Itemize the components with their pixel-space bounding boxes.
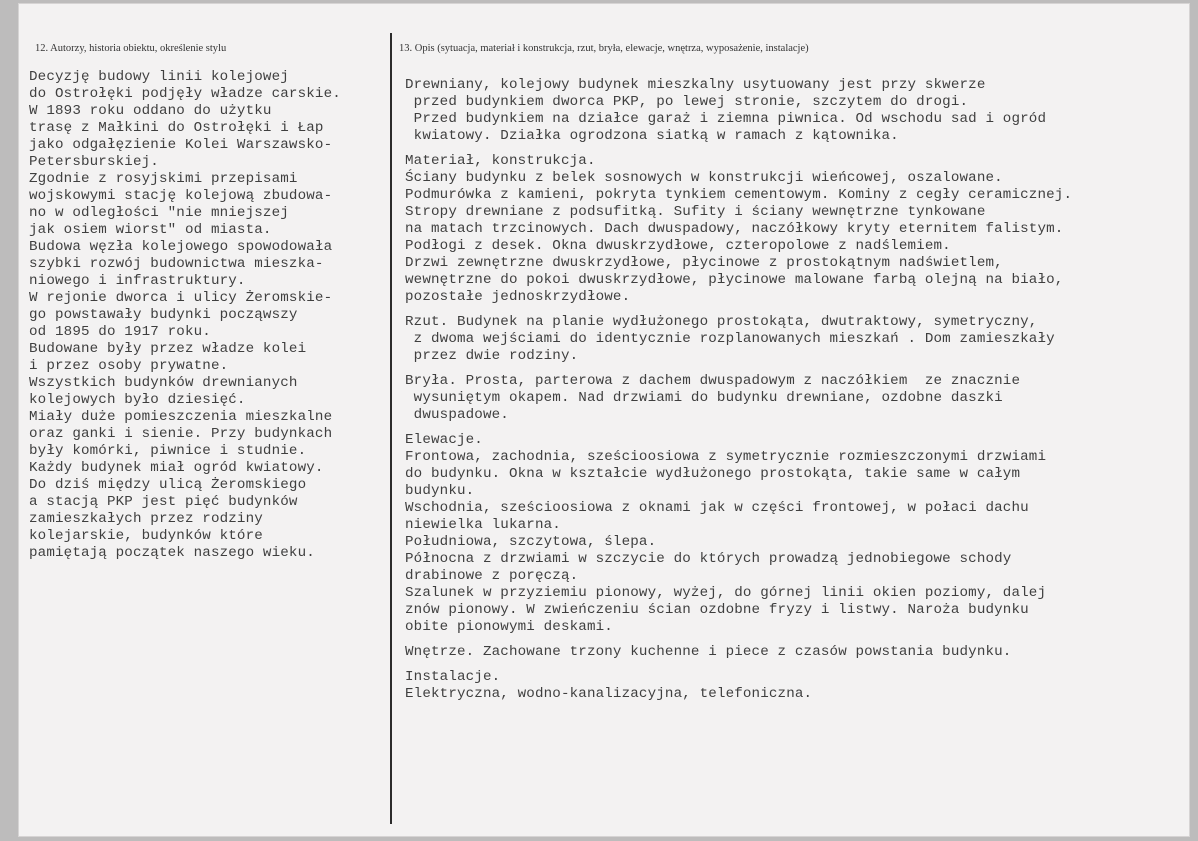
history-line: szybki rozwój budownictwa mieszka-	[29, 256, 324, 272]
description-text-column	[405, 77, 1185, 703]
history-line: Zgodnie z rosyjskimi przepisami	[29, 171, 298, 187]
section-12-header: 12. Autorzy, historia obiektu, określenie stylu	[35, 43, 227, 54]
history-line: zamieszkałych przez rodziny	[29, 511, 263, 527]
history-line: Budowa węzła kolejowego spowodowała	[29, 239, 333, 255]
description-line: na matach trzcinowych. Dach dwuspadowy, naczółkowy kryty eternitem falistym.	[405, 221, 1064, 237]
description-line: wysuniętym okapem. Nad drzwiami do budynku drewniane, ozdobne daszki	[405, 390, 1003, 406]
history-line: pamiętają początek naszego wieku.	[29, 545, 315, 561]
description-line: dwuspadowe.	[405, 407, 509, 423]
history-line: i przez osoby prywatne.	[29, 358, 229, 374]
history-line: no w odległości "nie mniejszej	[29, 205, 289, 221]
description-line: Ściany budynku z belek sosnowych w konstrukcji wieńcowej, oszalowane.	[405, 170, 1003, 186]
description-line: Stropy drewniane z podsufitką. Sufity i ściany wewnętrzne tynkowane	[405, 204, 986, 220]
history-line: kolejowych było dziesięć.	[29, 392, 246, 408]
paragraph-gap	[405, 661, 1185, 669]
description-line: Elektryczna, wodno-kanalizacyjna, telefoniczna.	[405, 686, 813, 702]
paragraph-gap	[405, 365, 1185, 373]
description-line: Południowa, szczytowa, ślepa.	[405, 534, 657, 550]
description-line: drabinowe z poręczą.	[405, 568, 579, 584]
history-line: Wszystkich budynków drewnianych	[29, 375, 298, 391]
history-line: Budowane były przez władze kolei	[29, 341, 307, 357]
history-line: były komórki, piwnice i studnie.	[29, 443, 307, 459]
description-line: wewnętrzne do pokoi dwuskrzydłowe, płycinowe malowane farbą olejną na biało,	[405, 272, 1064, 288]
description-line: Drzwi zewnętrzne dwuskrzydłowe, płycinowe z prostokątnym nadświetlem,	[405, 255, 1003, 271]
history-line: Miały duże pomieszczenia mieszkalne	[29, 409, 333, 425]
section-13-header: 13. Opis (sytuacja, materiał i konstrukcja, rzut, bryła, elewacje, wnętrza, wyposażenie, instalacje)	[399, 43, 809, 54]
description-line: do budynku. Okna w kształcie wydłużonego prostokąta, takie same w całym	[405, 466, 1021, 482]
description-line: Rzut. Budynek na planie wydłużonego prostokąta, dwutraktowy, symetryczny,	[405, 314, 1038, 330]
description-line: Elewacje.	[405, 432, 483, 448]
description-line: obite pionowymi deskami.	[405, 619, 613, 635]
history-line: kolejarskie, budynków które	[29, 528, 263, 544]
description-line: Wschodnia, sześcioosiowa z oknami jak w części frontowej, w połaci dachu	[405, 500, 1029, 516]
history-line: a stacją PKP jest pięć budynków	[29, 494, 298, 510]
paragraph-gap	[405, 306, 1185, 314]
description-line: Bryła. Prosta, parterowa z dachem dwuspadowym z naczółkiem ze znacznie	[405, 373, 1021, 389]
paragraph-gap	[405, 424, 1185, 432]
description-line: kwiatowy. Działka ogrodzona siatką w ramach z kątownika.	[405, 128, 899, 144]
description-line: przez dwie rodziny.	[405, 348, 579, 364]
description-line: Podmurówka z kamieni, pokryta tynkiem cementowym. Kominy z cegły ceramicznej.	[405, 187, 1073, 203]
history-line: Każdy budynek miał ogród kwiatowy.	[29, 460, 324, 476]
history-line: trasę z Małkini do Ostrołęki i Łap	[29, 120, 324, 136]
history-line: Decyzję budowy linii kolejowej	[29, 69, 289, 85]
history-line: W rejonie dworca i ulicy Żeromskie-	[29, 290, 333, 306]
history-line: go powstawały budynki począwszy	[29, 307, 298, 323]
description-line: Przed budynkiem na działce garaż i ziemna piwnica. Od wschodu sad i ogród	[405, 111, 1047, 127]
description-line: Drewniany, kolejowy budynek mieszkalny usytuowany jest przy skwerze	[405, 77, 986, 93]
description-line: znów pionowy. W zwieńczeniu ścian ozdobne fryzy i listwy. Naroża budynku	[405, 602, 1029, 618]
history-line: oraz ganki i sienie. Przy budynkach	[29, 426, 333, 442]
description-line: Podłogi z desek. Okna dwuskrzydłowe, czteropolowe z nadślemiem.	[405, 238, 951, 254]
description-line: Frontowa, zachodnia, sześcioosiowa z symetrycznie rozmieszczonymi drzwiami	[405, 449, 1047, 465]
document-sheet	[18, 3, 1190, 837]
paragraph-gap	[405, 636, 1185, 644]
paragraph-gap	[405, 145, 1185, 153]
description-line: Szalunek w przyziemiu pionowy, wyżej, do górnej linii okien poziomy, dalej	[405, 585, 1047, 601]
description-line: Wnętrze. Zachowane trzony kuchenne i piece z czasów powstania budynku.	[405, 644, 1012, 660]
column-divider	[390, 33, 392, 824]
history-line: Do dziś między ulicą Żeromskiego	[29, 477, 307, 493]
description-line: Północna z drzwiami w szczycie do których prowadzą jednobiegowe schody	[405, 551, 1012, 567]
history-line: jako odgałęzienie Kolei Warszawsko-	[29, 137, 333, 153]
history-line: do Ostrołęki podjęły władze carskie.	[29, 86, 341, 102]
description-line: pozostałe jednoskrzydłowe.	[405, 289, 631, 305]
history-text-column	[29, 69, 387, 562]
description-line: z dwoma wejściami do identycznie rozplanowanych mieszkań . Dom zamieszkały	[405, 331, 1055, 347]
history-line: jak osiem wiorst" od miasta.	[29, 222, 272, 238]
history-line: Petersburskiej.	[29, 154, 159, 170]
description-line: Materiał, konstrukcja.	[405, 153, 596, 169]
description-line: budynku.	[405, 483, 475, 499]
description-line: niewielka lukarna.	[405, 517, 561, 533]
history-line: wojskowymi stację kolejową zbudowa-	[29, 188, 333, 204]
description-line: przed budynkiem dworca PKP, po lewej stronie, szczytem do drogi.	[405, 94, 969, 110]
history-line: W 1893 roku oddano do użytku	[29, 103, 272, 119]
history-line: od 1895 do 1917 roku.	[29, 324, 211, 340]
description-line: Instalacje.	[405, 669, 501, 685]
history-line: niowego i infrastruktury.	[29, 273, 246, 289]
